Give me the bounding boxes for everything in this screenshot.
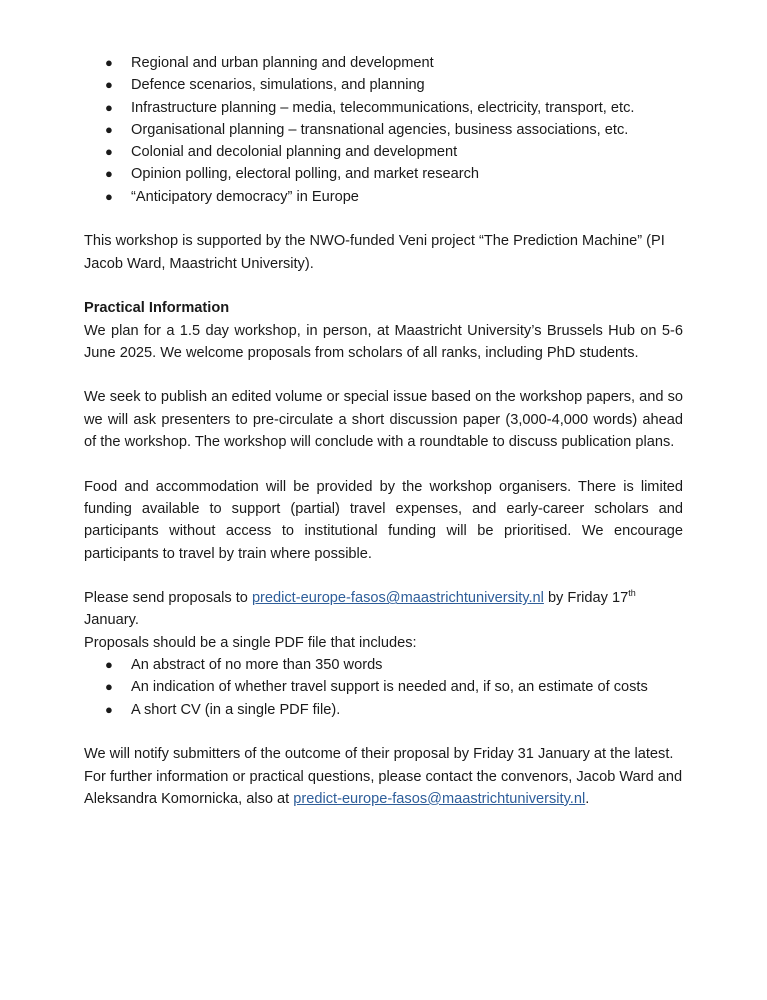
practical-paragraph-2: We seek to publish an edited volume or special issue based on the workshop papers, and so we will ask presenters to pre-circulate a short discussion paper (3,000-4,000 words) ahead of the workshop. The workshop will conclude with a roundtable to discuss publication plans. (84, 389, 683, 451)
support-paragraph: This workshop is supported by the NWO-funded Veni project “The Prediction Machine” (PI Jacob Ward, Maastricht University). (84, 233, 665, 272)
bullet-icon: ● (105, 121, 113, 137)
proposals-requirements-intro: Proposals should be a single PDF file that includes: (84, 634, 417, 651)
list-item: ● Defence scenarios, simulations, and planning (84, 74, 683, 96)
bullet-icon: ● (105, 166, 113, 182)
list-item: ● Infrastructure planning – media, telecommunications, electricity, transport, etc. (84, 97, 683, 119)
practical-heading: Practical Information (84, 300, 230, 317)
list-item: ● A short CV (in a single PDF file). (84, 699, 683, 721)
list-item: ● Organisational planning – transnational agencies, business associations, etc. (84, 119, 683, 141)
practical-paragraph-3: Food and accommodation will be provided by the workshop organisers. There is limited funding available to support (partial) travel expenses, and early-career scholars and participants without access to institutional funding will be prioritised. We encourage participants to travel by train where possible. (84, 478, 683, 562)
bullet-icon: ● (105, 55, 113, 70)
bullet-icon: ● (105, 77, 113, 93)
proposals-paragraph: Please send proposals to predict-europe-fasos@maastrichtuniversity.nl by Friday 17th January. (84, 588, 636, 629)
requirements-list (84, 654, 683, 721)
closing-paragraph: We will notify submitters of the outcome of their proposal by Friday 31 January at the latest. For further information or practical questions, please contact the convenors, Jacob Ward and Aleksandra Komornicka, also at predict-europe-fasos@maastrichtuniversity.nl. (84, 746, 683, 807)
topics-list (84, 52, 683, 208)
bullet-icon: ● (105, 188, 113, 204)
practical-paragraph-1: We plan for a 1.5 day workshop, in person, at Maastricht University’s Brussels Hub on 5-6 June 2025. We welcome proposals from scholars of all ranks, including PhD students. (84, 322, 683, 361)
list-item: ● Opinion polling, electoral polling, and market research (84, 163, 683, 185)
bullet-icon: ● (105, 679, 113, 695)
bullet-icon: ● (105, 657, 113, 673)
list-item: ● An abstract of no more than 350 words (84, 654, 683, 676)
bullet-icon: ● (105, 144, 113, 160)
email-link[interactable]: predict-europe-fasos@maastrichtuniversity.nl (251, 590, 544, 607)
list-item: ● Colonial and decolonial planning and development (84, 141, 683, 163)
email-link[interactable]: predict-europe-fasos@maastrichtuniversity.nl (293, 790, 586, 807)
list-item: ● An indication of whether travel support is needed and, if so, an estimate of costs (84, 676, 683, 698)
list-item: ● “Anticipatory democracy” in Europe (84, 186, 683, 208)
bullet-icon: ● (105, 701, 113, 717)
list-item: ● Regional and urban planning and development (84, 52, 683, 74)
bullet-icon: ● (105, 99, 113, 115)
